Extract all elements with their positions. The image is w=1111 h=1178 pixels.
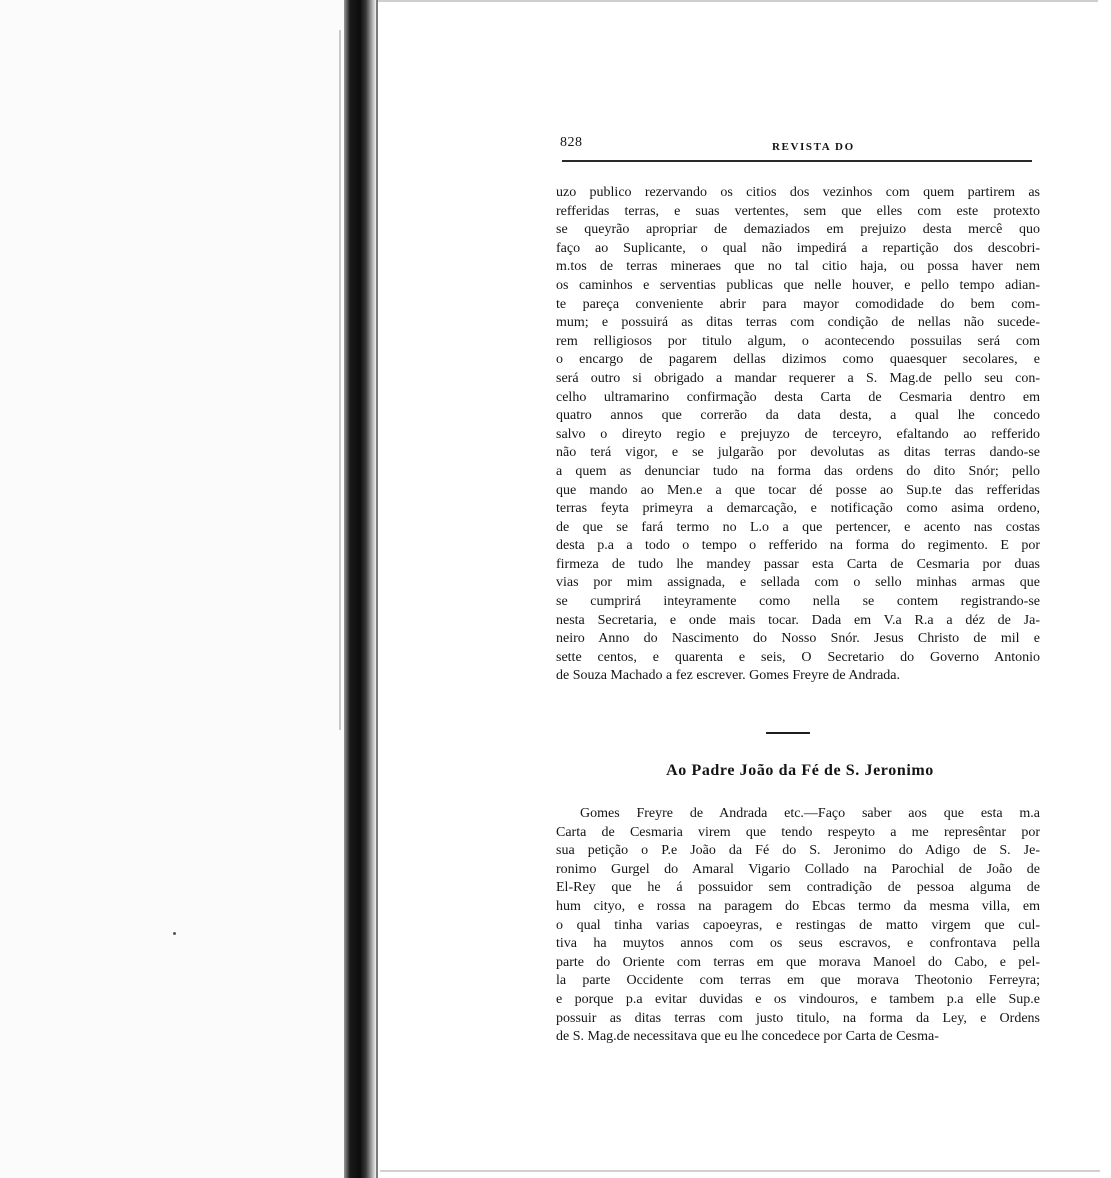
text-line: El-Rey que he á possuidor sem contradição de pessoa alguma de: [556, 880, 1040, 896]
text-line: salvo o direyto regio e prejuyzo de terceyro, efaltando ao refferido: [556, 426, 1040, 442]
text-line: de que se fará termo no L.o a que pertencer, e acento nas costas: [556, 519, 1040, 535]
body-text-paragraph-2: [556, 805, 1040, 1047]
text-line: rem relligiosos por titulo algum, o acontecendo possuilas será com: [556, 333, 1040, 349]
ink-speck: [173, 932, 176, 935]
book-gutter: [344, 0, 376, 1178]
text-line: tiva ha muytos annos com os seus escravos, e confrontava pella: [556, 936, 1040, 952]
header-rule: [562, 160, 1032, 162]
body-text-paragraph-1: [556, 184, 1040, 686]
text-line: não terá vigor, e se julgarão por devolutas as ditas terras dando-se: [556, 445, 1040, 461]
text-line: sette centos, e quarenta e seis, O Secretario do Governo Antonio: [556, 649, 1040, 665]
section-title: Ao Padre João da Fé de S. Jeronimo: [666, 762, 934, 779]
text-line: la parte Occidente com terras em que morava Theotonio Ferreyra;: [556, 973, 1040, 989]
text-line: desta p.a a todo o tempo o refferido na forma do regimento. E por: [556, 538, 1040, 554]
page-edge-mark: [339, 30, 341, 730]
text-line: refferidas terras, e suas vertentes, sem que elles com este protexto: [556, 203, 1040, 219]
text-line: se cumprirá inteyramente como nella se contem registrando-se: [556, 594, 1040, 610]
text-line: o qual tinha varias capoeyras, e restingas de matto virgem que cul-: [556, 917, 1040, 933]
text-line: que mando ao Men.e a que tocar dé posse ao Sup.te das refferidas: [556, 482, 1040, 498]
text-line: possuir as ditas terras com justo titulo, na forma da Ley, e Ordens: [556, 1010, 1040, 1026]
text-line: mum; e possuirá as ditas terras com condição de nellas não sucede-: [556, 315, 1040, 331]
text-line: de Souza Machado a fez escrever. Gomes Freyre de Andrada.: [556, 668, 901, 684]
blank-left-page: [0, 0, 344, 1178]
page-bottom-edge: [380, 1170, 1100, 1172]
text-line: te pareça conveniente abrir para mayor comodidade do bem com-: [556, 296, 1040, 312]
text-line: vias por mim assignada, e sellada com o sello minhas armas que: [556, 575, 1040, 591]
text-line: sua petição o P.e João da Fé do S. Jeronimo do Adigo de S. Je-: [556, 843, 1040, 859]
text-line: a quem as denunciar tudo na forma das ordens do dito Snór; pello: [556, 463, 1040, 479]
text-line: nesta Secretaria, e onde mais tocar. Dada em V.a R.a a déz de Ja-: [556, 612, 1040, 628]
text-line: ronimo Gurgel do Amaral Vigario Collado na Parochial de João de: [556, 861, 1040, 877]
text-line: Carta de Cesmaria virem que tendo respeyto a me represêntar por: [556, 824, 1040, 840]
text-line: o encargo de pagarem dellas dizimos como quaesquer secolares, e: [556, 352, 1040, 368]
text-line: os caminhos e serventias publicas que nelle houver, e pello tempo adian-: [556, 277, 1040, 293]
section-divider: [766, 732, 810, 734]
text-line: neiro Anno do Nascimento do Nosso Snór. Jesus Christo de mil e: [556, 631, 1040, 647]
text-line: de S. Mag.de necessitava que eu lhe concedece por Carta de Cesma-: [556, 1029, 939, 1045]
text-line: celho ultramarino confirmação desta Carta de Cesmaria dentro em: [556, 389, 1040, 405]
running-head: REVISTA DO: [772, 141, 855, 153]
text-line: parte do Oriente com terras em que morava Manoel do Cabo, e pel-: [556, 954, 1040, 970]
text-line: terras feyta primeyra a demarcação, e notificação como asima ordeno,: [556, 501, 1040, 517]
text-line: se queyrão apropriar de demaziados em prejuizo desta mercê quo: [556, 222, 1040, 238]
page-number: 828: [560, 135, 583, 150]
text-line: hum cityo, e rossa na paragem do Ebcas termo da mesma villa, em: [556, 898, 1040, 914]
text-line: m.tos de terras mineraes que no tal citio haja, ou possa haver nem: [556, 259, 1040, 275]
text-line: quatro annos que correrão da data desta, a qual lhe concedo: [556, 408, 1040, 424]
text-line: Gomes Freyre de Andrada etc.—Faço saber aos que esta m.a: [580, 806, 1040, 821]
page-top-edge: [378, 0, 1098, 2]
text-line: faço ao Suplicante, o qual não impedirá a repartição dos descobri-: [556, 240, 1040, 256]
text-line: será outro si obrigado a mandar requerer a S. Mag.de pello seu con-: [556, 370, 1040, 386]
text-line: firmeza de tudo lhe mandey passar esta Carta de Cesmaria por duas: [556, 556, 1040, 572]
gutter-edge: [376, 0, 378, 1178]
text-line: uzo publico rezervando os citios dos vezinhos com quem partirem as: [556, 185, 1040, 200]
text-line: e porque p.a evitar duvidas e os vindouros, e tambem p.a elle Sup.e: [556, 991, 1040, 1007]
